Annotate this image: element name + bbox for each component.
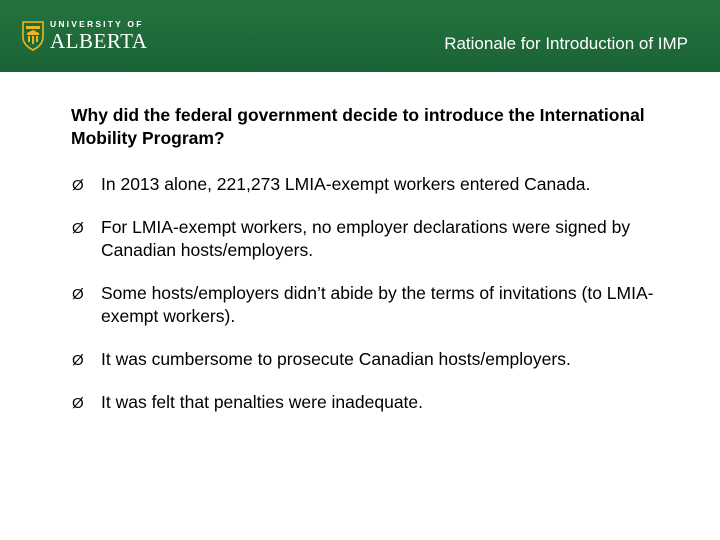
- university-crest-icon: [22, 21, 44, 51]
- university-logo: [22, 18, 147, 54]
- logo-alberta-text: ALBERTA: [50, 29, 148, 54]
- arrow-bullet-icon: Ø: [72, 177, 84, 194]
- bullet-item: [71, 173, 681, 196]
- slide-title: Rationale for Introduction of IMP: [444, 34, 688, 53]
- bullet-text: In 2013 alone, 221,273 LMIA-exempt workers entered Canada.: [101, 174, 591, 194]
- arrow-bullet-icon: Ø: [72, 220, 84, 237]
- bullet-text: Some hosts/employers didn’t abide by the terms of invitations (to LMIA-exempt workers).: [101, 283, 654, 326]
- slide-content: [71, 104, 681, 434]
- bullet-text: It was cumbersome to prosecute Canadian hosts/employers.: [101, 349, 571, 369]
- bullet-list: [71, 173, 681, 414]
- bullet-text: It was felt that penalties were inadequate.: [101, 392, 424, 412]
- bullet-text: For LMIA-exempt workers, no employer declarations were signed by Canadian hosts/employers.: [101, 217, 631, 260]
- arrow-bullet-icon: Ø: [72, 395, 84, 412]
- bullet-item: [71, 282, 681, 328]
- arrow-bullet-icon: Ø: [72, 286, 84, 303]
- logo-university-of-text: UNIVERSITY OF: [50, 18, 144, 29]
- bullet-item: [71, 391, 681, 414]
- bullet-item: [71, 216, 681, 262]
- question-heading: Why did the federal government decide to introduce the International Mobility Program?: [71, 105, 645, 148]
- header-bar: [0, 0, 720, 72]
- bullet-item: [71, 348, 681, 371]
- arrow-bullet-icon: Ø: [72, 352, 84, 369]
